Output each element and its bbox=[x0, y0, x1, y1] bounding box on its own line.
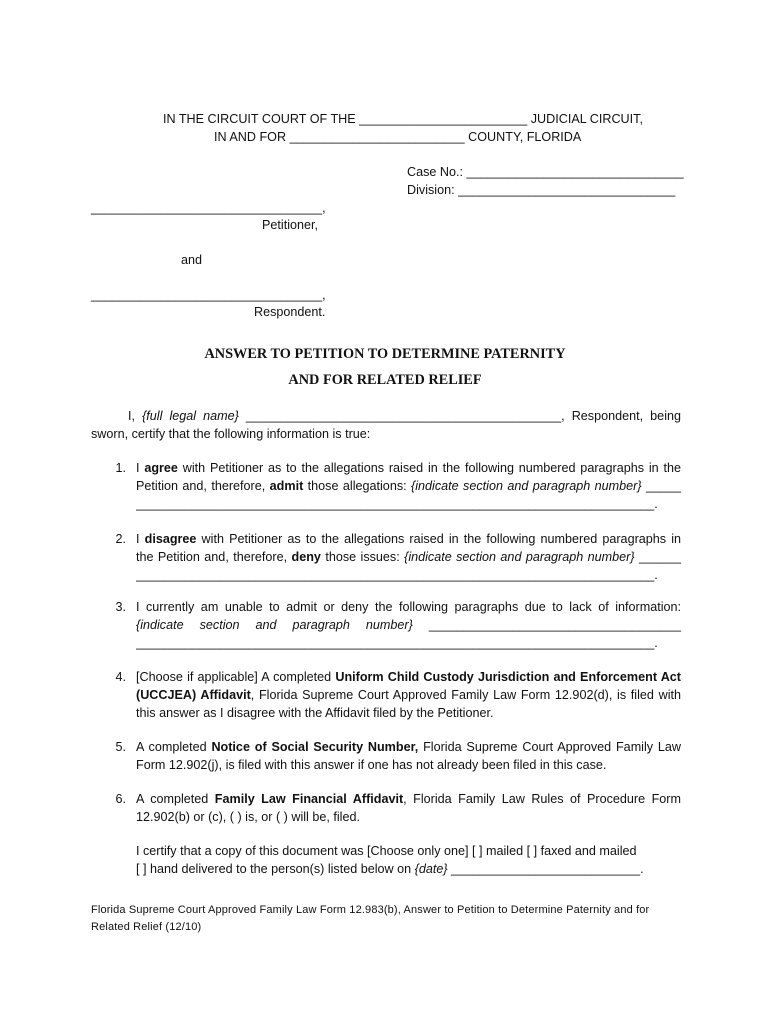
full-legal-name-field[interactable]: _____________________________________________, Respondent, being bbox=[238, 409, 681, 423]
and-label: and bbox=[181, 253, 203, 267]
item-6-line-1: A completed Family Law Financial Affidavit, Florida Family Law Rules of Procedure Form bbox=[136, 792, 681, 806]
item-4-line-1: [Choose if applicable] A completed Uniform Child Custody Jurisdiction and Enforcement Act bbox=[136, 670, 682, 684]
respondent-label: Respondent. bbox=[254, 305, 326, 319]
footer-line-1: Florida Supreme Court Approved Family Law Form 12.983(b), Answer to Petition to Determine Paternity and for bbox=[91, 904, 650, 916]
certify-line-1: I certify that a copy of this document was [Choose only one] [ ] mailed [ ] faxed and mailed bbox=[136, 844, 637, 858]
item-2-blank-line[interactable]: __________________________________________________________________________. bbox=[136, 568, 658, 582]
item-5-line-2: Form 12.902(j), is filed with this answer if one has not already been filed in this case. bbox=[136, 758, 607, 772]
item-2-number: 2. bbox=[115, 532, 126, 546]
item-4-line-3: this answer as I disagree with the Affidavit filed by the Petitioner. bbox=[136, 706, 494, 720]
form-title-line-2: AND FOR RELATED RELIEF bbox=[288, 372, 482, 388]
item-2-line-1: I disagree with Petitioner as to the allegations raised in the following numbered paragraphs in bbox=[136, 532, 681, 546]
date-field[interactable]: ___________________________. bbox=[447, 862, 644, 876]
intro-line-1: I, {full legal name} _____________________________________________, Respondent, being bbox=[128, 409, 681, 423]
court-header-line-2: IN AND FOR _________________________ COUNTY, FLORIDA bbox=[214, 130, 582, 144]
form-title-line-1: ANSWER TO PETITION TO DETERMINE PATERNITY bbox=[204, 346, 566, 362]
item-2-line-2: the Petition and, therefore, deny those issues: {indicate section and paragraph number} ______ bbox=[136, 550, 681, 564]
item-4-line-2: (UCCJEA) Affidavit, Florida Supreme Court Approved Family Law Form 12.902(d), is filed with bbox=[136, 688, 681, 702]
footer-line-2: Related Relief (12/10) bbox=[91, 921, 202, 933]
certify-line-2: [ ] hand delivered to the person(s) listed below on {date} ___________________________. bbox=[136, 862, 644, 876]
court-header-line-1: IN THE CIRCUIT COURT OF THE ________________________ JUDICIAL CIRCUIT, bbox=[163, 112, 643, 126]
item-3-number: 3. bbox=[115, 600, 126, 614]
intro-line-2: sworn, certify that the following information is true: bbox=[91, 427, 371, 441]
division-field[interactable]: Division: _______________________________ bbox=[407, 183, 676, 197]
item-5-number: 5. bbox=[115, 740, 126, 754]
petitioner-label: Petitioner, bbox=[262, 218, 319, 232]
item-1-number: 1. bbox=[115, 461, 126, 475]
item-5-line-1: A completed Notice of Social Security Number, Florida Supreme Court Approved Family Law bbox=[136, 740, 681, 754]
item-1-blank-line[interactable]: __________________________________________________________________________. bbox=[136, 497, 658, 511]
full-legal-name-hint: {full legal name} bbox=[142, 409, 239, 423]
item-6-line-2: 12.902(b) or (c), ( ) is, or ( ) will be, filed. bbox=[136, 810, 360, 824]
item-1-line-2: Petition and, therefore, admit those allegations: {indicate section and paragraph number} _____ bbox=[136, 479, 681, 493]
respondent-name-line[interactable]: _________________________________, bbox=[91, 288, 326, 302]
item-3-line-1: I currently am unable to admit or deny the following paragraphs due to lack of information: bbox=[136, 600, 681, 614]
item-1-line-1: I agree with Petitioner as to the allegations raised in the following numbered paragraphs in the bbox=[136, 461, 681, 475]
item-3-line-2[interactable]: {indicate section and paragraph number} ____________________________________ bbox=[136, 618, 681, 632]
item-4-number: 4. bbox=[115, 670, 126, 684]
item-3-blank-line[interactable]: __________________________________________________________________________. bbox=[136, 636, 658, 650]
case-number-field[interactable]: Case No.: _______________________________ bbox=[407, 165, 684, 179]
petitioner-name-line[interactable]: _________________________________, bbox=[91, 201, 326, 215]
item-6-number: 6. bbox=[115, 792, 126, 806]
